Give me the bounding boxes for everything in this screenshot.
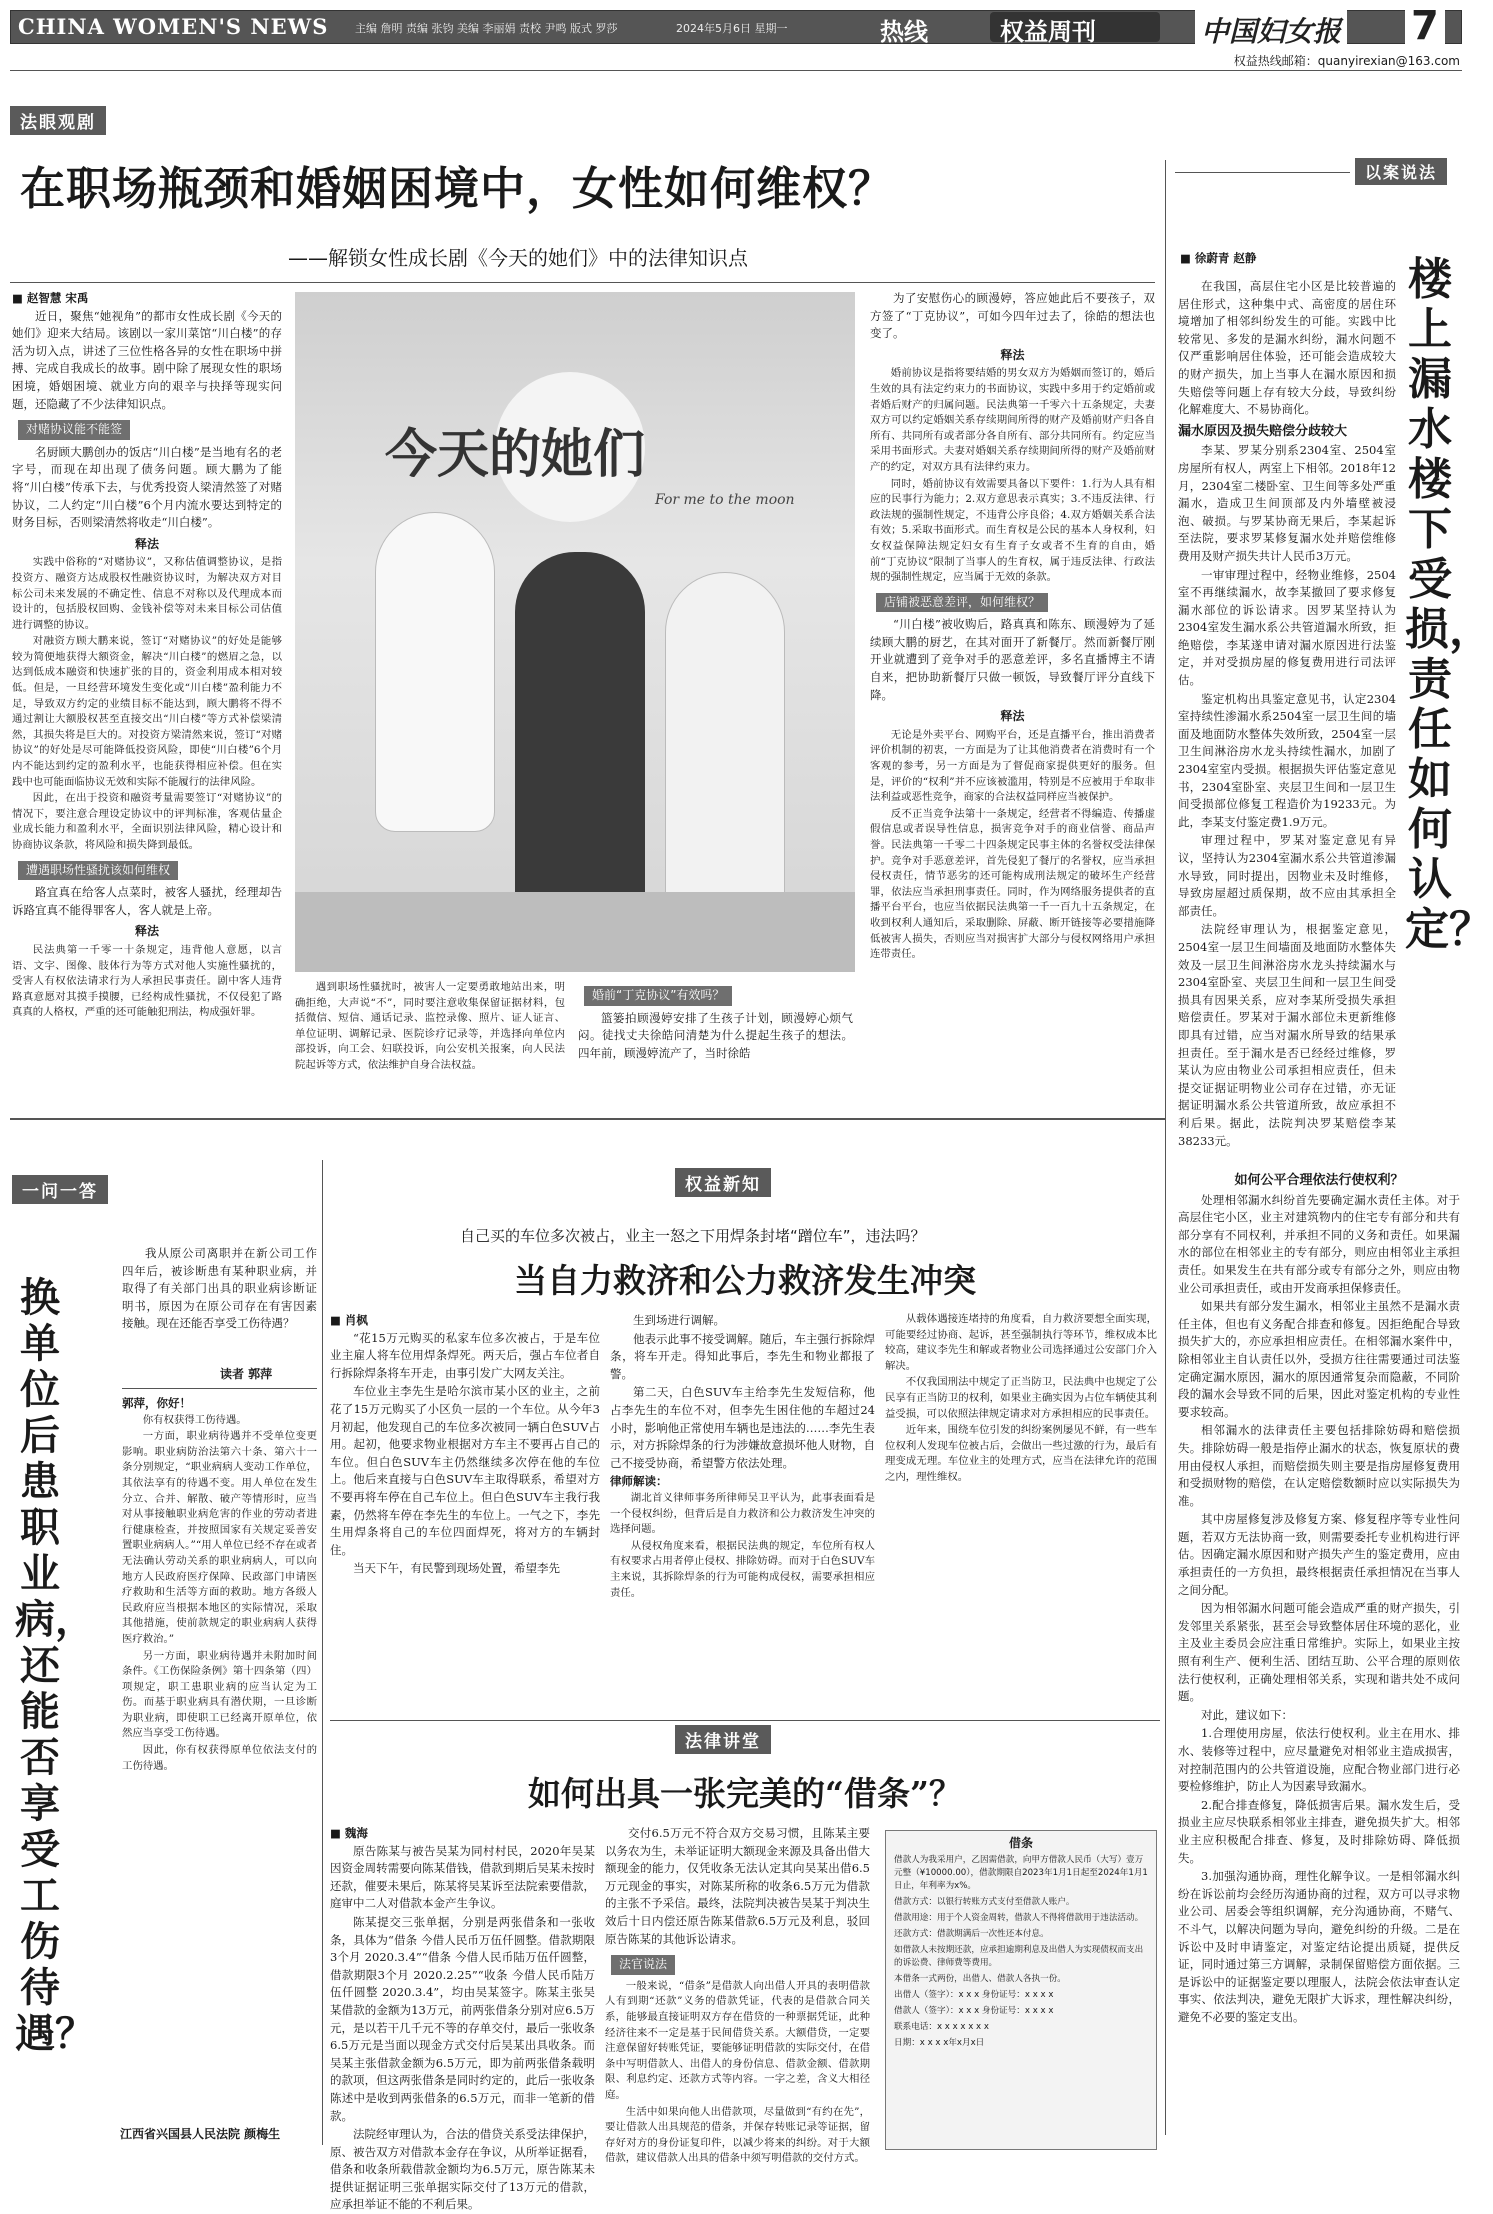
paragraph: 原告陈某与被告吴某为同村村民，2020年吴某因资金周转需要向陈某借钱，借款到期后吴某未按时还款，催要未果后，陈某将吴某诉至法院索要借款，庭审中二人对借款本金产生争议。: [330, 1843, 595, 1911]
loan-title: 如何出具一张完美的“借条”？: [528, 1774, 962, 1813]
iou-line: 本借条一式两份，出借人、借款人各执一份。: [894, 1974, 1066, 1984]
iou-line: 借款方式：以银行转账方式支付至借款人账户。: [894, 1897, 1075, 1907]
poster-subtitle: For me to the moon: [655, 492, 795, 508]
side-column-2: [1178, 1168, 1460, 2153]
paragraph: 民法典第一千零一十条规定，违背他人意愿，以言语、文字、图像、肢体行为等方式对他人实施性骚扰的，受害人有权依法请求行为人承担民事责任。剧中客人违背路真意愿对其摸手摸腰，已经构成性骚扰，不仅侵犯了路真真的人格权，严重的还可能触犯刑法，构成强奸罪。: [12, 943, 282, 1019]
paragraph: 无论是外卖平台、网购平台，还是直播平台，推出消费者评价机制的初衷，一方面是为了让其他消费者在消费时有一个客观的参考，另一方面是为了督促商家提供更好的服务。但是，评价的“权利”并不应该被滥用，特别是不应被用于牟取非法利益或恶性竞争，商家的合法权益同样应当被保护。: [870, 728, 1155, 804]
poster-figure-left: [375, 512, 495, 832]
iou-heading: 借条: [1008, 1836, 1033, 1850]
iou-line: 出借人（签字）：x x x 身份证号：x x x x: [894, 1990, 1054, 2000]
side-column-1: [1178, 278, 1396, 1158]
poster-figure-center: [515, 552, 645, 942]
header-rule: [10, 70, 1462, 71]
paragraph: 同时，婚前协议有效需要具备以下要件：1.行为人具有相应的民事行为能力；2.双方意思表示真实；3.不违反法律、行政法规的强制性规定，不违背公序良俗；4.双方婚姻关系合法有效；5.采取书面形式。而生育权是公民的基本人身权利，妇女权益保障法规定妇女有生育子女或者不生育的自由，婚前“丁克协议”限制了当事人的生育权，属于违反法律、行政法规的强制性规定，应当属于无效的条款。: [870, 477, 1155, 584]
subhead: 对赌协议能不能签: [18, 420, 130, 440]
iou-line: 还款方式：借款期满后一次性还本付息。: [894, 1929, 1049, 1939]
iou-line: 借款用途：用于个人资金周转，借款人不得将借款用于违法活动。: [894, 1913, 1144, 1923]
loan-column-1: [330, 1825, 595, 2212]
paragraph: 相邻漏水的法律责任主要包括排除妨碍和赔偿损失。排除妨碍一般是指停止漏水的状态，恢复原状的费用由侵权人承担，而赔偿损失则主要是指房屋修复费用和受损财物的赔偿，在认定赔偿数额时应以实际损失为准。: [1178, 1423, 1460, 1508]
paragraph: 陈某提交三张单据，分别是两张借条和一张收条，具体为“借条 今借人民币万伍仟圆整。借款期限3个月 2020.3.4”“借条 今借人民币陆万伍仟圆整，借款期限3个月 2020.2.25”“收条 今借人民币陆万伍仟圆整 2020.3.4”，均由吴某签字。陈某主张吴某借款的金额为13万元，前两张借条分别对应6.5万元，是以若干几千元不等的存单交付，最后一张收条6.5万元是当面以现金方式交付后吴某出具收条。而吴某主张借款金额为6.5万元，即为前两张借条载明的款项，但这两张借条是同时约定的，此后一张收条陈述中是收到两张借条的6.5万元，而非一笔新的借款。: [330, 1914, 595, 2123]
paragraph: 一般来说，“借条”是借款人向出借人开具的表明借款人有到期“还款”义务的借款凭证，代表的是借款合同关系，能够最直接证明双方存在借贷的一种票据凭证，此种经济往来不一定是基于民间借贷关系。大额借贷，一定要注意保留好转账凭证，要能够证明借款的实际交付，在借条中写明借款人、出借人的身份信息、借款金额、借款期限、利息约定、还款方式等内容。一字之差，含义大相径庭。: [605, 1979, 870, 2101]
subhead: 法官说法: [611, 1955, 675, 1975]
paragraph: 婚前协议是指将要结婚的男女双方为婚姻而签订的，婚后生效的具有法定约束力的书面协议，实践中多用于约定婚前或者婚后财产的归属问题。民法典第一千零六十五条规定，夫妻双方可以约定婚姻关系存续期间所得的财产及婚前财产归各自所有、共同所有或者部分各自所有、部分共同所有。约定应当采用书面形式。夫妻对婚姻关系存续期间所得的财产及婚前财产的约定，对双方具有法律约束力。: [870, 367, 1155, 473]
subhead: 漏水原因及损失赔偿分歧较大: [1178, 423, 1348, 439]
paragraph: 为了安慰伤心的顾漫婷，答应她此后不要孩子，双方签了“丁克协议”，可如今四年过去了，徐皓的想法也变了。: [870, 291, 1155, 341]
paragraph: 近日，聚焦“她视角”的都市女性成长剧《今天的她们》迎来大结局。该剧以一家川菜馆“川白楼”的存活为切入点，讲述了三位性格各异的女性在职场中拼搏、完成自我成长的故事。剧中除了展现女性的职场困境，婚姻困境、就业方向的艰辛与抉择等现实问题，还隐藏了不少法律知识点。: [12, 308, 282, 411]
main-col-divider: [1165, 160, 1166, 2135]
qa-greeting: 郭萍，你好！: [122, 1396, 191, 1410]
iou-form: [885, 1830, 1157, 2150]
drama-poster: [295, 292, 855, 972]
paragraph: 一方面，职业病待遇并不受单位变更影响。职业病防治法第六十条、第六十一条分别规定，“职业病病人变动工作单位，其依法享有的待遇不变。用人单位在发生分立、合并、解散、破产等情形时，应当对从事接触职业病危害的作业的劳动者进行健康检查，并按照国家有关规定妥善安置职业病病人。”“用人单位已经不存在或者无法确认劳动关系的职业病病人，可以向地方人民政府医疗保障、民政部门申请医疗救助和生活等方面的救助。地方各级人民政府应当根据本地区的实际情况，采取其他措施，使前款规定的职业病病人获得医疗救治。”: [122, 1430, 317, 1645]
paragraph: 你有权获得工伤待遇。: [142, 1413, 247, 1426]
paper-logo: 中国妇女报: [1195, 10, 1347, 50]
paragraph: 第二天，白色SUV车主给李先生发短信称，他占李先生的车位不对，但李先生困住他的车超过24小时，影响他正常使用车辆也是违法的……李先生表示，对方拆除焊条的行为涉嫌故意损坏他人财物，自己不接受协商，希望警方依法处理。: [610, 1385, 875, 1470]
paragraph: 生活中如果向他人出借款项，尽量做到“有约在先”，要让借款人出具规范的借条，并保存转账记录等证据，留存好对方的身份证复印件，以减少将来的纠纷。对于大额借款，建议借款人出具的借条中须写明借款的交付方式。: [605, 2105, 870, 2165]
staff-line: 主编 詹明 责编 张钧 美编 李丽娟 责校 尹鸣 版式 罗莎: [355, 22, 618, 35]
mid-byline: ■ 肖枫: [330, 1313, 368, 1327]
issue-date: 2024年5月6日 星期一: [676, 22, 788, 35]
iou-line: 借款人为我采用户，乙因需借款，向甲方借款人民币（大写）壹万元整（¥10000.00），借款期限自2023年1月1日起至2024年1月1日止，年利率为x%。: [894, 1855, 1148, 1891]
paragraph: 因此，在出于投资和融资考量需要签订“对赌协议”的情况下，要注意合理设定协议中的评判标准，客观估量企业成长能力和盈利水平，全面识别法律风险，精心设计和协商协议条款，将风险和损失降到最低。: [12, 792, 282, 851]
paragraph: 鉴定机构出具鉴定意见书，认定2304室持续性渗漏水系2504室一层卫生间的墙面及地面防水整体失效所致，2504室一层卫生间淋浴房水龙头持续性漏水，加剧了2304室室内受损。根据损失评估鉴定意见书，2304室卧室、夹层卫生间和一层卫生间受损部位修复工程造价为19233元。为此，李某支付鉴定费1.9万元。: [1178, 691, 1396, 829]
qa-vertical-title: 换单位后患职业病，还能否享受工伤待遇？: [15, 1275, 95, 2057]
lower-divider: [10, 1118, 1165, 1120]
main-byline: ■ 赵智慧 宋禹: [12, 291, 89, 305]
subhead: 店铺被恶意差评，如何维权？: [876, 593, 1048, 613]
paragraph: 近年来，围绕车位引发的纠纷案例屡见不鲜，有一些车位权利人发现车位被占后，会做出一些过激的行为，最后有理变成无理。车位业主的处理方式，应当在法律允许的范围之内，理性维权。: [885, 1424, 1157, 1483]
weekly-title: 权益周刊: [1000, 18, 1096, 46]
main-column-1: [12, 290, 282, 1110]
subhead-shifa: 释法: [134, 536, 159, 551]
subhead: 婚前“丁克协议”有效吗？: [584, 986, 732, 1006]
main-section-tag: 法眼观剧: [10, 106, 106, 135]
paragraph: 如果共有部分发生漏水，相邻业主虽然不是漏水责任主体，但也有义务配合排查和修复。因拒绝配合导致损失扩大的，亦应承担相应责任。在相邻漏水案件中，除相邻业主自认责任以外，受损方往往需要通过司法鉴定确定漏水原因，漏水的原因通常复杂而隐蔽，不同阶段的漏水会导致不同的后果，因此对鉴定机构的专业性要求较高。: [1178, 1299, 1460, 1419]
paragraph: 其中房屋修复涉及修复方案、修复程序等专业性问题，若双方无法协商一致，则需要委托专业机构进行评估。因确定漏水原因和财产损失产生的鉴定费用，应由承担责任的一方负担，最终根据责任承担情况在当事人之间分配。: [1178, 1512, 1460, 1597]
paragraph: 3.加强沟通协商，理性化解争议。一是相邻漏水纠纷在诉讼前均会经历沟通协商的过程，双方可以寻求物业公司、居委会等组织调解，充分沟通协商，不赌气、不斗气，以解决问题为导向，避免纠纷的升级。二是在诉讼中及时申请鉴定，对鉴定结论提出质疑，提供反证，同时通过第三方调解，录制保留赔偿方面依据。三是诉讼中的证据鉴定要以理服人，法院会依法审查认定事实、依法判决，避免无限扩大诉求，理性解决纠纷，避免不必要的鉴定支出。: [1178, 1869, 1460, 2024]
iou-line: 如借款人未按期还款，应承担逾期利息及出借人为实现债权而支出的诉讼费、律师费等费用。: [894, 1945, 1144, 1968]
side-vertical-title: 楼上漏水楼下受损，责任如何认定？: [1405, 254, 1493, 955]
mid-kicker: 自己买的车位多次被占，业主一怒之下用焊条封堵“蹭位车”，违法吗？: [460, 1227, 926, 1245]
paragraph: 从载体遇接连堵持的角度看，自力救济要想全面实现，可能要经过协商、起诉，甚至强制执行等环节，维权成本比较高，建议李先生和解或者物业公司选择通过公安部门介入解决。: [885, 1313, 1157, 1372]
paragraph: 法院经审理认为，合法的借贷关系受法律保护，原、被告双方对借款本金存在争议，从所举证据看，借条和收条所载借款金额均为6.5万元，原告陈某未提供证据证明三张单据实际交付了13万元的借款，应承担举证不能的不利后果。: [330, 2127, 595, 2212]
loan-divider: [330, 1720, 1160, 1721]
main-column-2: [295, 980, 565, 1110]
paragraph: 反不正当竞争法第十一条规定，经营者不得编造、传播虚假信息或者误导性信息，损害竞争对手的商业信誉、商品声誉。民法典第一千零二十四条规定民事主体的名誉权受法律保护。竞争对手恶意差评，首先侵犯了餐厅的名誉权，应当承担侵权责任，情节恶劣的还可能构成刑法规定的破坏生产经营罪，依法应当承担刑事责任。同时，作为网络服务提供者的直播平台平台，也应当依据民法典第一千一百九十五条规定，在收到权利人通知后，采取删除、屏蔽、断开链接等必要措施降低被害人损失，否则应当对损害扩大部分与侵权网络用户承担连带责任。: [870, 807, 1155, 961]
iou-line: 联系电话：x x x x x x x: [894, 2022, 989, 2032]
paragraph: 处理相邻漏水纠纷首先要确定漏水责任主体。对于高层住宅小区，业主对建筑物内的住宅专有部分和共有部分享有不同权利，并承担不同的义务和责任。如果漏水的部位在相邻业主的专有部分，则应由相邻业主承担责任。如果发生在共有部分或专有部分之外，则应由物业公司承担责任，或由开发商承担保修责任。: [1178, 1192, 1460, 1295]
qa-divider: [322, 1160, 323, 2145]
paragraph: 法院经审理认为，根据鉴定意见，2504室一层卫生间墙面及地面防水整体失效及一层卫生间淋浴房水龙头持续漏水与2304室卧室、夹层卫生间和一层卫生间受损具有因果关系，应对李某所受损失承担赔偿责任。罗某对于漏水部位未更新维修即具有过错，应当对漏水所导致的结果承担责任。至于漏水是否已经经过维修，罗某认为应由物业公司承担相应责任，但未提交证据证明物业公司存在过错，亦无证据证明漏水系公共管道所致，故应承担不利后果。据此，法院判决罗某赔偿李某38233元。: [1178, 922, 1396, 1148]
paragraph: 实践中俗称的“对赌协议”，又称估值调整协议，是指投资方、融资方达成股权性融资协议时，为解决双方对目标公司未来发展的不确定性、信息不对称以及代理成本而设计的，包括股权回购、金钱补偿等对未来目标公司估值进行调整的协议。: [12, 556, 282, 631]
loan-byline: ■ 魏海: [330, 1826, 368, 1840]
paragraph: 车位业主李先生是哈尔滨市某小区的业主，之前花了15万元购买了小区负一层的一个车位。从今年3月初起，他发现自己的车位多次被同一辆白色SUV占用。起初，他要求物业根据对方车主不要再占自己的车位。但白色SUV车主仍然继续多次停在他的车位上。他后来直接与白色SUV车主取得联系，希望对方不要再将车停在自己车位上。但白色SUV车主我行我素，仍然将车停在李先生的车位上。一气之下，李先生用焊条将自己的车位四面焊死，将对方的车辆封住。: [330, 1384, 600, 1557]
paragraph: 对融资方顾大鹏来说，签订“对赌协议”的好处是能够较为简便地获得大额资金，解决“川白楼”的燃眉之急，以达到低成本融资和快速扩张的目的，资金利用成本相对较低。但是，一旦经营环境发生变化或“川白楼”盈利能力不足，导致双方约定的业绩目标不能达到，顾大鹏将不得不通过割让大额股权甚至直接交出“川白楼”等方式补偿梁清然，其损失将是巨大的。对投资方梁清然来说，签订“对赌协议”的好处是尽可能降低投资风险，即使“川白楼”6个月内不能达到约定的盈利水平，也能获得相应补偿。但在实践中也可能面临协议无效和实际不能履行的法律风险。: [12, 635, 282, 788]
paragraph: 因为相邻漏水问题可能会造成严重的财产损失，引发邻里关系紧张，甚至会导致整体居住环境的恶化，业主及业主委员会应注重日常维护。实际上，如果业主按照有利生产、便利生活、团结互助、公平合理的原则依法行使权利，正确处理相邻关系，实现和谐共处不成问题。: [1178, 1601, 1460, 1704]
subhead-shifa: 释法: [134, 924, 159, 939]
loan-section-tag: 法律讲堂: [675, 1725, 771, 1754]
paragraph: 名厨顾大鹏创办的饭店“川白楼”是当地有名的老字号，而现在却出现了债务问题。顾大鹏为了能将“川白楼”传承下去，与优秀投资人梁清然签了对赌协议，二人约定“川白楼”6个月内流水要达到特定的财务目标，否则梁清然将收走“川白楼”。: [12, 444, 282, 530]
qa-question-text: 我从原公司离职并在新公司工作四年后，被诊断患有某种职业病，并取得了有关部门出具的职业病诊断证明书，原因为在原公司存在有害因素接触。现在还能否享受工伤待遇？: [122, 1246, 317, 1331]
iou-line: 日期：x x x x年x月x日: [894, 2038, 985, 2048]
poster-title: 今天的她们: [385, 424, 646, 485]
subhead: 如何公平合理依法行使权利？: [1234, 1173, 1404, 1188]
main-subtitle: ——解锁女性成长剧《今天的她们》中的法律知识点: [288, 246, 748, 270]
paragraph: 2.配合排查修复，降低损害后果。漏水发生后，受损业主应尽快联系相邻业主排查，避免损失扩大。相邻业主应积极配合排查、修复，及时排除妨碍、降低损失。: [1178, 1797, 1460, 1865]
paragraph: 当天下午，有民警到现场处置，希望李先: [353, 1561, 560, 1576]
subhead-shifa: 释法: [1000, 347, 1025, 362]
mid-column-3: [885, 1312, 1157, 1712]
paragraph: “川白楼”被收购后，路真真和陈东、顾漫婷为了延续顾大鹏的厨艺，在其对面开了新餐厅。然而新餐厅刚开业就遭到了竞争对手的恶意差评，多名直播博主不请自来，把协助新餐厅只做一顿饭，导致餐厅评分直线下降。: [870, 617, 1155, 702]
mid-column-2: [610, 1312, 875, 1712]
mid-title: 当自力救济和公力救济发生冲突: [514, 1261, 976, 1300]
side-tag-rule: [1175, 172, 1350, 173]
paragraph: 他表示此事不接受调解。随后，车主强行拆除焊条，将车开走。得知此事后，李先生和物业都报了警。: [610, 1331, 875, 1381]
mid-section-tag: 权益新知: [675, 1168, 771, 1197]
section-hotline: 热线: [880, 18, 928, 46]
paragraph: 1.合理使用房屋，依法行使权利。业主在用水、排水、装修等过程中，应尽量避免对相邻业主造成损害，对控制范围内的公共管道设施，应配合物业部门进行必要检修维护，防止人为因素导致漏水。: [1178, 1726, 1460, 1794]
paragraph: 生到场进行调解。: [633, 1313, 725, 1327]
main-column-4: [870, 290, 1155, 1110]
poster-ground: [295, 892, 855, 972]
paragraph: 在我国，高层住宅小区是比较普遍的居住形式，这种集中式、高密度的居住环境增加了相邻纠纷发生的可能。实践中比较常见、多发的是漏水纠纷，漏水问题不仅严重影响居住体验，还可能会造成较大的财产损失，加上当事人在漏水原因和损失赔偿等问题上存有较大分歧，导致纠纷化解难度大、不易协商化。: [1178, 279, 1396, 417]
side-byline: ■ 徐蔚青 赵静: [1180, 251, 1257, 265]
qa-asker: 读者 郭萍: [220, 1367, 273, 1381]
loan-column-2: [605, 1825, 870, 2165]
paragraph: 交付6.5万元不符合双方交易习惯，且陈某主要以务农为生，未举证证明大额现金来源及具备出借大额现金的能力，仅凭收条无法认定其向吴某出借6.5万元现金的事实，对陈某所称的收条6.5万元为借款的主张不予采信。最终，法院判决被告吴某于判决生效后十日内偿还原告陈某借款6.5万元及利息，驳回原告陈某的其他诉讼请求。: [605, 1826, 870, 1946]
side-section-tag: 以案说法: [1355, 158, 1447, 185]
page-number: 7: [1405, 4, 1445, 48]
hotline-email: 权益热线邮箱：quanyirexian@163.com: [1233, 54, 1460, 68]
paragraph: 一审审理过程中，经物业维修，2504室不再继续漏水，故李某撤回了要求修复漏水部位的诉讼请求。因罗某坚持认为2304室发生漏水系公共管道漏水所致，拒绝赔偿，李某遂申请对漏水原因进行法鉴定，并对受损房屋的修复费用进行司法评估。: [1178, 567, 1396, 688]
iou-line: 借款人（签字）：x x x 身份证号：x x x x: [894, 2006, 1054, 2016]
main-subtitle-rule: [10, 282, 1155, 283]
paragraph: 对此，建议如下：: [1201, 1707, 1293, 1722]
paragraph: 路宜真在给客人点菜时，被客人骚扰，经理却告诉路宜真不能得罪客人，客人就是上帝。: [12, 885, 282, 917]
paragraph: 因此，你有权获得原单位依法支付的工伤待遇。: [122, 1744, 317, 1772]
qa-rule: [122, 1388, 317, 1389]
paragraph: 审理过程中，罗某对鉴定意见有异议，坚持认为2304室漏水系公共管道渗漏水导致，同时提出，因物业未及时维修，导致房屋超过质保期，故不应由其承担全部责任。: [1178, 833, 1396, 918]
qa-signature: 江西省兴国县人民法院 颜梅生: [120, 2127, 281, 2141]
lawyer-heading: 律师解读：: [610, 1474, 668, 1489]
paragraph: 从侵权角度来看，根据民法典的规定，车位所有权人有权要求占用者停止侵权、排除妨碍。而对于白色SUV车主来说，其拆除焊条的行为可能构成侵权，需要承担相应责任。: [610, 1539, 875, 1599]
subhead-shifa: 释法: [1000, 709, 1025, 724]
paragraph: 不仅我国刑法中规定了正当防卫，民法典中也规定了公民享有正当防卫的权利，如果业主确实因为占位车辆使其利益受损，可以依照法律规定请求对方承担相应的民事责任。: [885, 1376, 1157, 1420]
main-title: 在职场瓶颈和婚姻困境中，女性如何维权？: [20, 162, 895, 215]
masthead-en: CHINA WOMEN'S NEWS: [18, 14, 329, 39]
paragraph: “花15万元购买的私家车位多次被占，于是车位业主雇人将车位用焊条焊死。两天后，强占车位者自行拆除焊条将车开走，由事引发广大网友关注。: [330, 1330, 600, 1380]
main-column-3: [578, 980, 853, 1110]
paragraph: 李某、罗某分别系2304室、2504室房屋所有权人，两室上下相邻。2018年12月，2304室二楼卧室、卫生间等多处严重漏水，造成卫生间顶部及内外墙壁被浸泡、破损。与罗某协商无果后，李某起诉至法院，要求罗某修复漏水处并赔偿维修费用及财产损失共计人民币3万元。: [1178, 443, 1396, 563]
paragraph: 湖北首义律师事务所律师吴卫平认为，此事表面看是一个侵权纠纷，但背后是自力救济和公力救济发生冲突的选择问题。: [610, 1491, 875, 1536]
subhead: 遭遇职场性骚扰该如何维权: [18, 861, 178, 881]
qa-question: [122, 1245, 317, 1365]
qa-answer: [122, 1395, 317, 2105]
poster-figure-right: [665, 572, 785, 932]
paragraph: 遇到职场性骚扰时，被害人一定要勇敢地站出来，明确拒绝，大声说“不”，同时要注意收集保留证据材料，包括微信、短信、通话记录、监控录像、照片、证人证言、单位证明、调解记录、医院诊疗记录等，并选择向单位内部投诉，向工会、妇联投诉，向公安机关报案，向人民法院起诉等方式，依法维护自身合法权益。: [295, 981, 565, 1071]
paragraph: 另一方面，职业病待遇并未附加时间条件。《工伤保险条例》第十四条第（四）项规定，职工患职业病的应当认定为工伤。而基于职业病具有潜伏期，一旦诊断为职业病，即使职工已经离开原单位，依然应当享受工伤待遇。: [122, 1649, 317, 1740]
mid-column-1: [330, 1312, 600, 1712]
paragraph: 篮篓拍顾漫婷安排了生孩子计划，顾漫婷心烦气闷。徒找丈夫徐皓问清楚为什么提起生孩子的想法。四年前，顾漫婷流产了，当时徐皓: [578, 1010, 853, 1060]
qa-section-tag: 一问一答: [12, 1175, 108, 1204]
